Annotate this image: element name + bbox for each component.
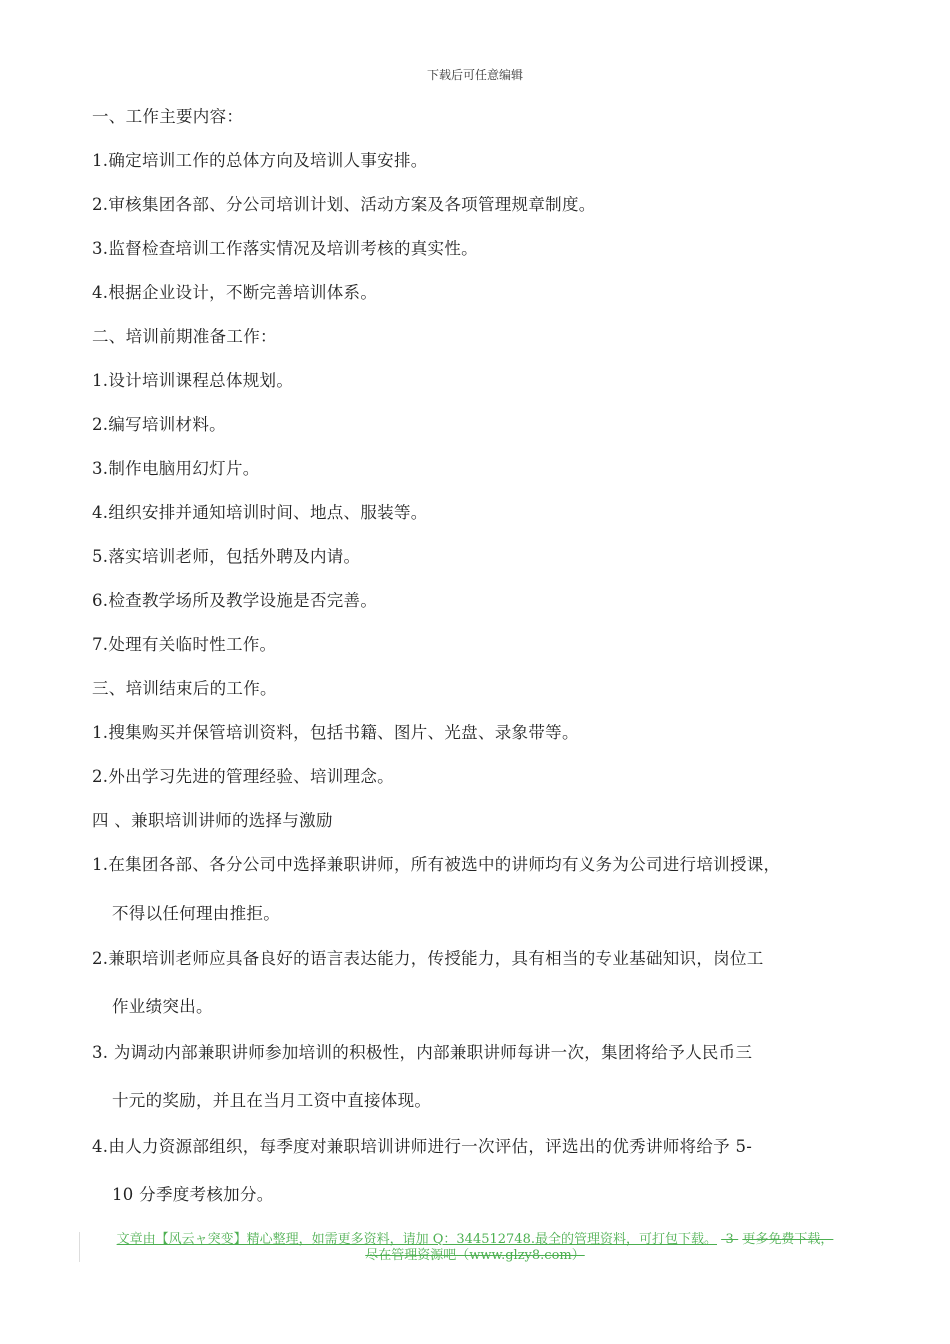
section-heading-4: 四 、兼职培训讲师的选择与激励 [92,811,333,830]
list-item-continuation: 10 分季度考核加分。 [112,1185,274,1204]
list-item: 4.组织安排并通知培训时间、地点、服装等。 [92,503,428,522]
list-item: 5.落实培训老师，包括外聘及内请。 [92,547,361,566]
page-number: -3- [721,1232,739,1247]
list-item: 1.设计培训课程总体规划。 [92,371,294,390]
list-item: 1.在集团各部、各分公司中选择兼职讲师，所有被选中的讲师均有义务为公司进行培训授课， [92,855,781,874]
list-item: 7.处理有关临时性工作。 [92,635,277,654]
section-heading-3: 三、培训结束后的工作。 [92,679,277,698]
list-item-continuation: 十元的奖励，并且在当月工资中直接体现。 [112,1091,432,1110]
list-item: 2.审核集团各部、分公司培训计划、活动方案及各项管理规章制度。 [92,195,596,214]
list-item: 3.制作电脑用幻灯片。 [92,459,260,478]
footer-line-2 [80,1248,870,1264]
list-item-continuation: 作业绩突出。 [112,997,213,1016]
page-header: 下载后可任意编辑 [426,68,523,82]
section-heading-1: 一、工作主要内容： [92,107,244,126]
page-footer [80,1232,870,1264]
list-item: 3.监督检查培训工作落实情况及培训考核的真实性。 [92,239,478,258]
list-item: 4.由人力资源部组织，每季度对兼职培训讲师进行一次评估，评选出的优秀讲师将给予 5- [92,1137,753,1156]
list-item: 2.兼职培训老师应具备良好的语言表达能力，传授能力，具有相当的专业基础知识，岗位工 [92,949,764,968]
footer-line-1 [80,1232,870,1248]
list-item: 1.确定培训工作的总体方向及培训人事安排。 [92,151,428,170]
footer-strike-text[interactable]: 更多免费下载， [742,1232,834,1247]
footer-strike-link[interactable]: 尽在管理资源吧（www.glzy8.com） [365,1248,585,1263]
list-item: 2.外出学习先进的管理经验、培训理念。 [92,767,394,786]
footer-link-text[interactable]: 文章由【风云ャ突变】精心整理，如需更多资料，请加 Q：344512748.最全的管理资料，可打包下载。 [116,1232,717,1247]
list-item: 3. 为调动内部兼职讲师参加培训的积极性，内部兼职讲师每讲一次，集团将给予人民币三 [92,1043,753,1062]
list-item-continuation: 不得以任何理由推拒。 [112,904,280,923]
list-item: 2.编写培训材料。 [92,415,226,434]
list-item: 1.搜集购买并保管培训资料，包括书籍、图片、光盘、录象带等。 [92,723,579,742]
section-heading-2: 二、培训前期准备工作： [92,327,277,346]
list-item: 6.检查教学场所及教学设施是否完善。 [92,591,378,610]
list-item: 4.根据企业设计，不断完善培训体系。 [92,283,378,302]
